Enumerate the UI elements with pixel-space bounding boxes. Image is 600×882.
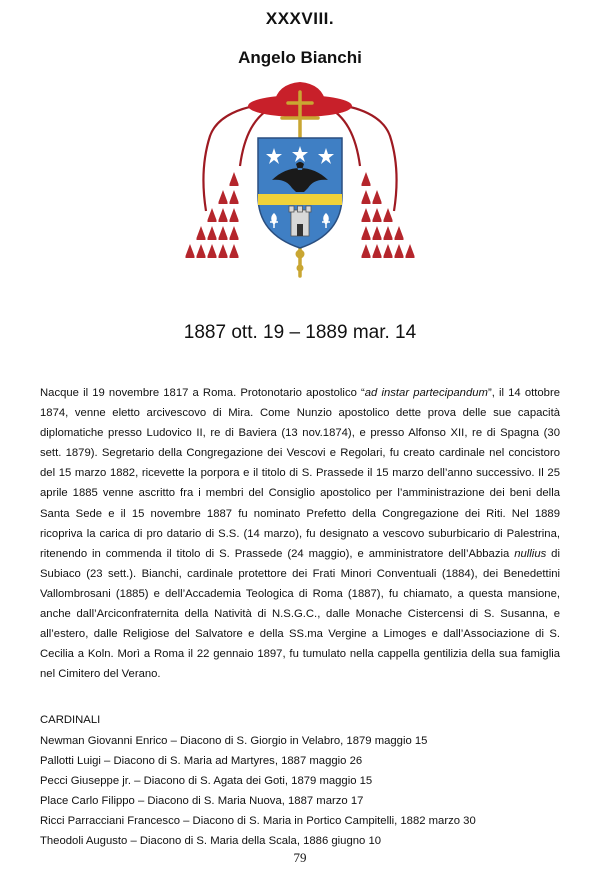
tower-crenel	[306, 206, 311, 212]
tassel-icon	[373, 190, 382, 204]
tassel-icon	[362, 208, 371, 222]
tassel-icon	[362, 172, 371, 186]
chapter-numeral: XXXVIII.	[265, 9, 335, 28]
shield-band	[258, 194, 342, 205]
list-item: Theodoli Augusto – Diacono di S. Maria della Scala, 1886 giugno 10	[40, 835, 382, 848]
cardinals-heading: CARDINALI	[40, 714, 101, 726]
tassel-icon	[395, 244, 404, 258]
tower-crenel	[298, 206, 303, 212]
tower-door	[297, 224, 303, 236]
tassel-icon	[406, 244, 415, 258]
tassel-icon	[219, 244, 228, 258]
tassel-icon	[384, 208, 393, 222]
biography-paragraph	[40, 383, 560, 684]
tassel-icon	[197, 226, 206, 240]
list-item: Pallotti Luigi – Diacono di S. Maria ad Martyres, 1887 maggio 26	[40, 755, 363, 768]
tassel-icon	[230, 172, 239, 186]
tassel-icon	[230, 208, 239, 222]
tassel-icon	[362, 226, 371, 240]
tassel-icon	[384, 244, 393, 258]
tower-icon	[289, 206, 311, 236]
bio-italic-2: nullius	[514, 547, 547, 560]
tassel-icon	[230, 190, 239, 204]
tower-crenel	[289, 206, 294, 212]
bio-italic-1: ad instar partecipandum	[364, 387, 488, 399]
tassels-left	[186, 172, 239, 258]
staff-ornament	[296, 250, 304, 258]
bio-text-1: Nacque il 19 novembre 1817 a Roma. Protonotario apostolico “	[40, 387, 365, 399]
cardinal-name: Angelo Bianchi	[238, 48, 362, 67]
tassel-icon	[373, 244, 382, 258]
cardinal-coat-of-arms	[182, 76, 418, 290]
tassel-icon	[219, 208, 228, 222]
bio-text-2: ”, il 14 ottobre 1874, venne eletto arcivescovo di Mira. Come Nunzio apostolico dette prova delle sue capacità diplomatiche presso Ludovico II, re di Baviera (13 nov.1874), e presso Alfonso XII, re di Spagna (30 sett. 1879). Segretario della Congregazione dei Vescovi e Regolari, fu creato cardinale nel concistoro del 15 marzo 1882, ricevette la porpora e il titolo di S. Prassede il 15 marzo dell’anno successivo. Il 25 aprile 1885 venne ascritto fra i membri del Consiglio apostolico per l’amministrazione dei beni della Santa Sede e il 15 novembre 1887 fu nominato Prefetto della Congregazione dei Riti. Nel 1889 ricopriva la carica di pro datario di S.S. (14 marzo), fu designato a vescovo suburbicario di Palestrina, ritenendo in commenda il titolo di S. Prassede (24 maggio), e amministratore dell’Abbazia	[40, 387, 560, 560]
tassel-icon	[219, 226, 228, 240]
list-item: Pecci Giuseppe jr. – Diacono di S. Agata dei Goti, 1879 maggio 15	[40, 775, 373, 788]
list-item: Place Carlo Filippo – Diacono di S. Maria Nuova, 1887 marzo 17	[40, 795, 364, 808]
tassel-icon	[230, 226, 239, 240]
tassel-icon	[395, 226, 404, 240]
tassel-icon	[186, 244, 195, 258]
tassel-icon	[362, 244, 371, 258]
tassel-icon	[208, 226, 217, 240]
shield	[258, 138, 342, 248]
tassel-icon	[219, 190, 228, 204]
cardinals-list	[40, 731, 570, 852]
tassel-icon	[373, 208, 382, 222]
tassel-icon	[208, 208, 217, 222]
tassel-icon	[208, 244, 217, 258]
tassel-icon	[230, 244, 239, 258]
tassel-icon	[197, 244, 206, 258]
tenure-dates: 1887 ott. 19 – 1889 mar. 14	[183, 322, 417, 343]
tassel-icon	[373, 226, 382, 240]
page-number: 79	[293, 850, 307, 865]
list-item: Ricci Parracciani Francesco – Diacono di S. Maria in Portico Campitelli, 1882 marzo 30	[40, 815, 476, 828]
tassel-icon	[384, 226, 393, 240]
staff-ornament	[297, 265, 303, 271]
bio-text-3: di Subiaco (23 sett.). Bianchi, cardinale protettore dei Frati Minori Conventuali (1884), dei Benedettini Vallombrosani (1885) e dell’Accademia Teologica di Roma (1887), fu chiamato, a questa mansione, anche dall’Arciconfraternita della Natività di N.S.G.C., dalle Monache Cistercensi di S. Susanna, e all’estero, dalle Religiose del Salvatore e della SS.ma Vergine a Limoges e dall’Associazione di S. Cecilia a Koln. Morì a Roma il 22 gennaio 1897, fu tumulato nella cappella gentilizia della sua famiglia nel Cimitero del Verano.	[40, 547, 560, 681]
tassel-icon	[362, 190, 371, 204]
list-item: Newman Giovanni Enrico – Diacono di S. Giorgio in Velabro, 1879 maggio 15	[40, 735, 428, 747]
tassels-right	[362, 172, 415, 258]
